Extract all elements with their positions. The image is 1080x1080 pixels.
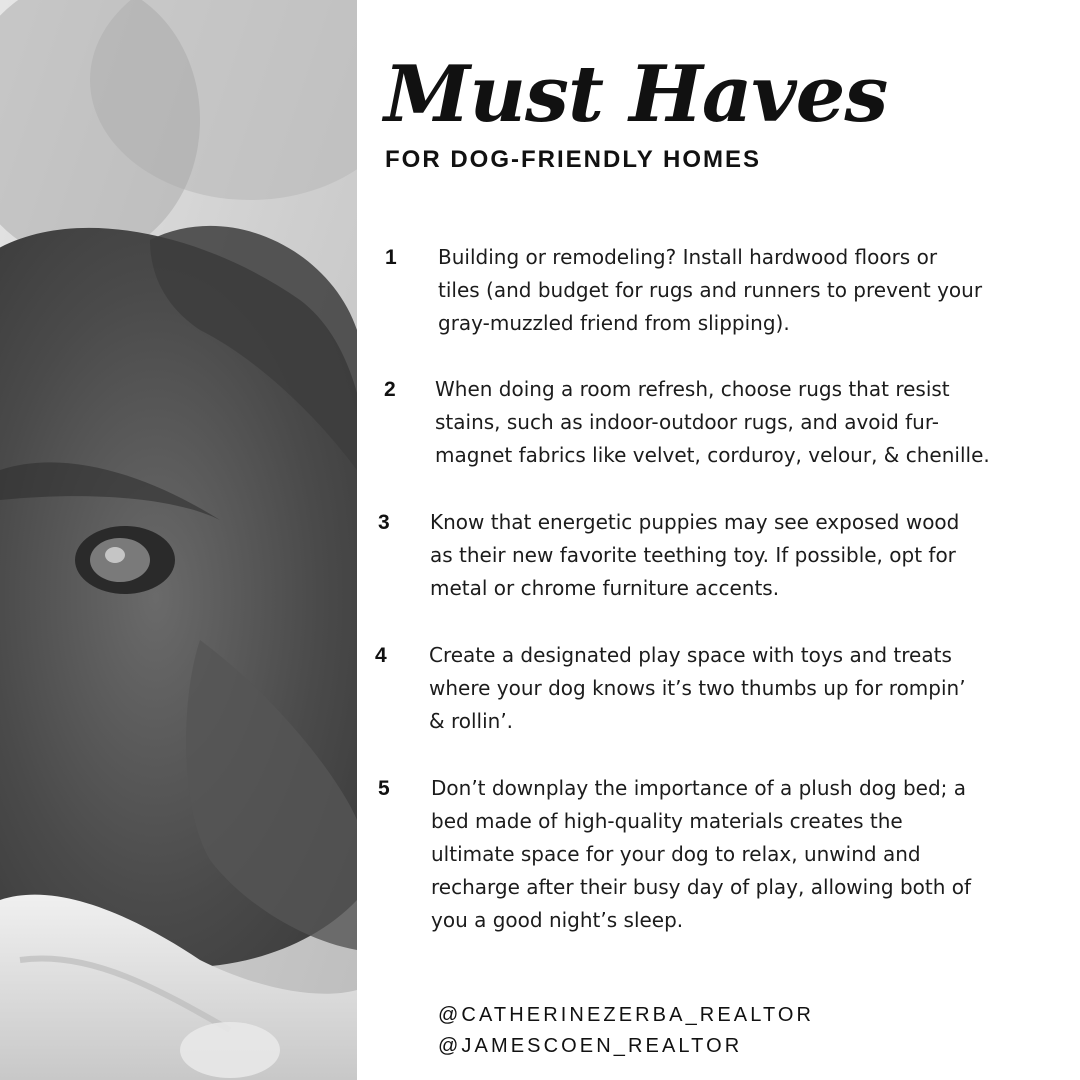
item-line: Don’t downplay the importance of a plush dog bed; a (431, 776, 966, 800)
item-number: 3 (378, 511, 390, 534)
item-line: When doing a room refresh, choose rugs that resist (435, 377, 950, 401)
item-line: Building or remodeling? Install hardwood floors or (438, 245, 938, 269)
item-line: bed made of high-quality materials creates the (431, 809, 903, 833)
item-line: as their new favorite teething toy. If possible, opt for (430, 543, 956, 567)
title: Must Haves (384, 49, 888, 140)
item-number: 1 (385, 246, 397, 269)
item-text (438, 241, 982, 340)
item-line: where your dog knows it’s two thumbs up for rompin’ (429, 676, 966, 700)
item-text (430, 506, 959, 605)
handle-catherine: @CATHERINEZERBA_REALTOR (438, 1004, 815, 1026)
dog-photo (0, 0, 357, 1080)
item-text (431, 772, 971, 937)
item-line: Know that energetic puppies may see exposed wood (430, 510, 960, 534)
item-text (435, 373, 990, 472)
social-handles (438, 1000, 814, 1062)
item-line: stains, such as indoor-outdoor rugs, and avoid fur- (435, 410, 940, 434)
item-number: 2 (384, 378, 396, 401)
handle-james: @JAMESCOEN_REALTOR (438, 1035, 743, 1057)
item-line: & rollin’. (429, 709, 514, 733)
item-line: gray-muzzled friend from slipping). (438, 311, 790, 335)
item-line: you a good night’s sleep. (431, 908, 684, 932)
item-line: Create a designated play space with toys and treats (429, 643, 952, 667)
item-line: tiles (and budget for rugs and runners to prevent your (438, 278, 983, 302)
item-line: magnet fabrics like velvet, corduroy, velour, & chenille. (435, 443, 990, 467)
subtitle: FOR DOG-FRIENDLY HOMES (385, 146, 762, 173)
dog-illustration (0, 0, 357, 1080)
item-line: metal or chrome furniture accents. (430, 576, 780, 600)
item-number: 4 (375, 644, 387, 667)
item-line: ultimate space for your dog to relax, unwind and (431, 842, 921, 866)
item-number: 5 (378, 777, 390, 800)
item-text (429, 639, 966, 738)
item-line: recharge after their busy day of play, allowing both of (431, 875, 972, 899)
